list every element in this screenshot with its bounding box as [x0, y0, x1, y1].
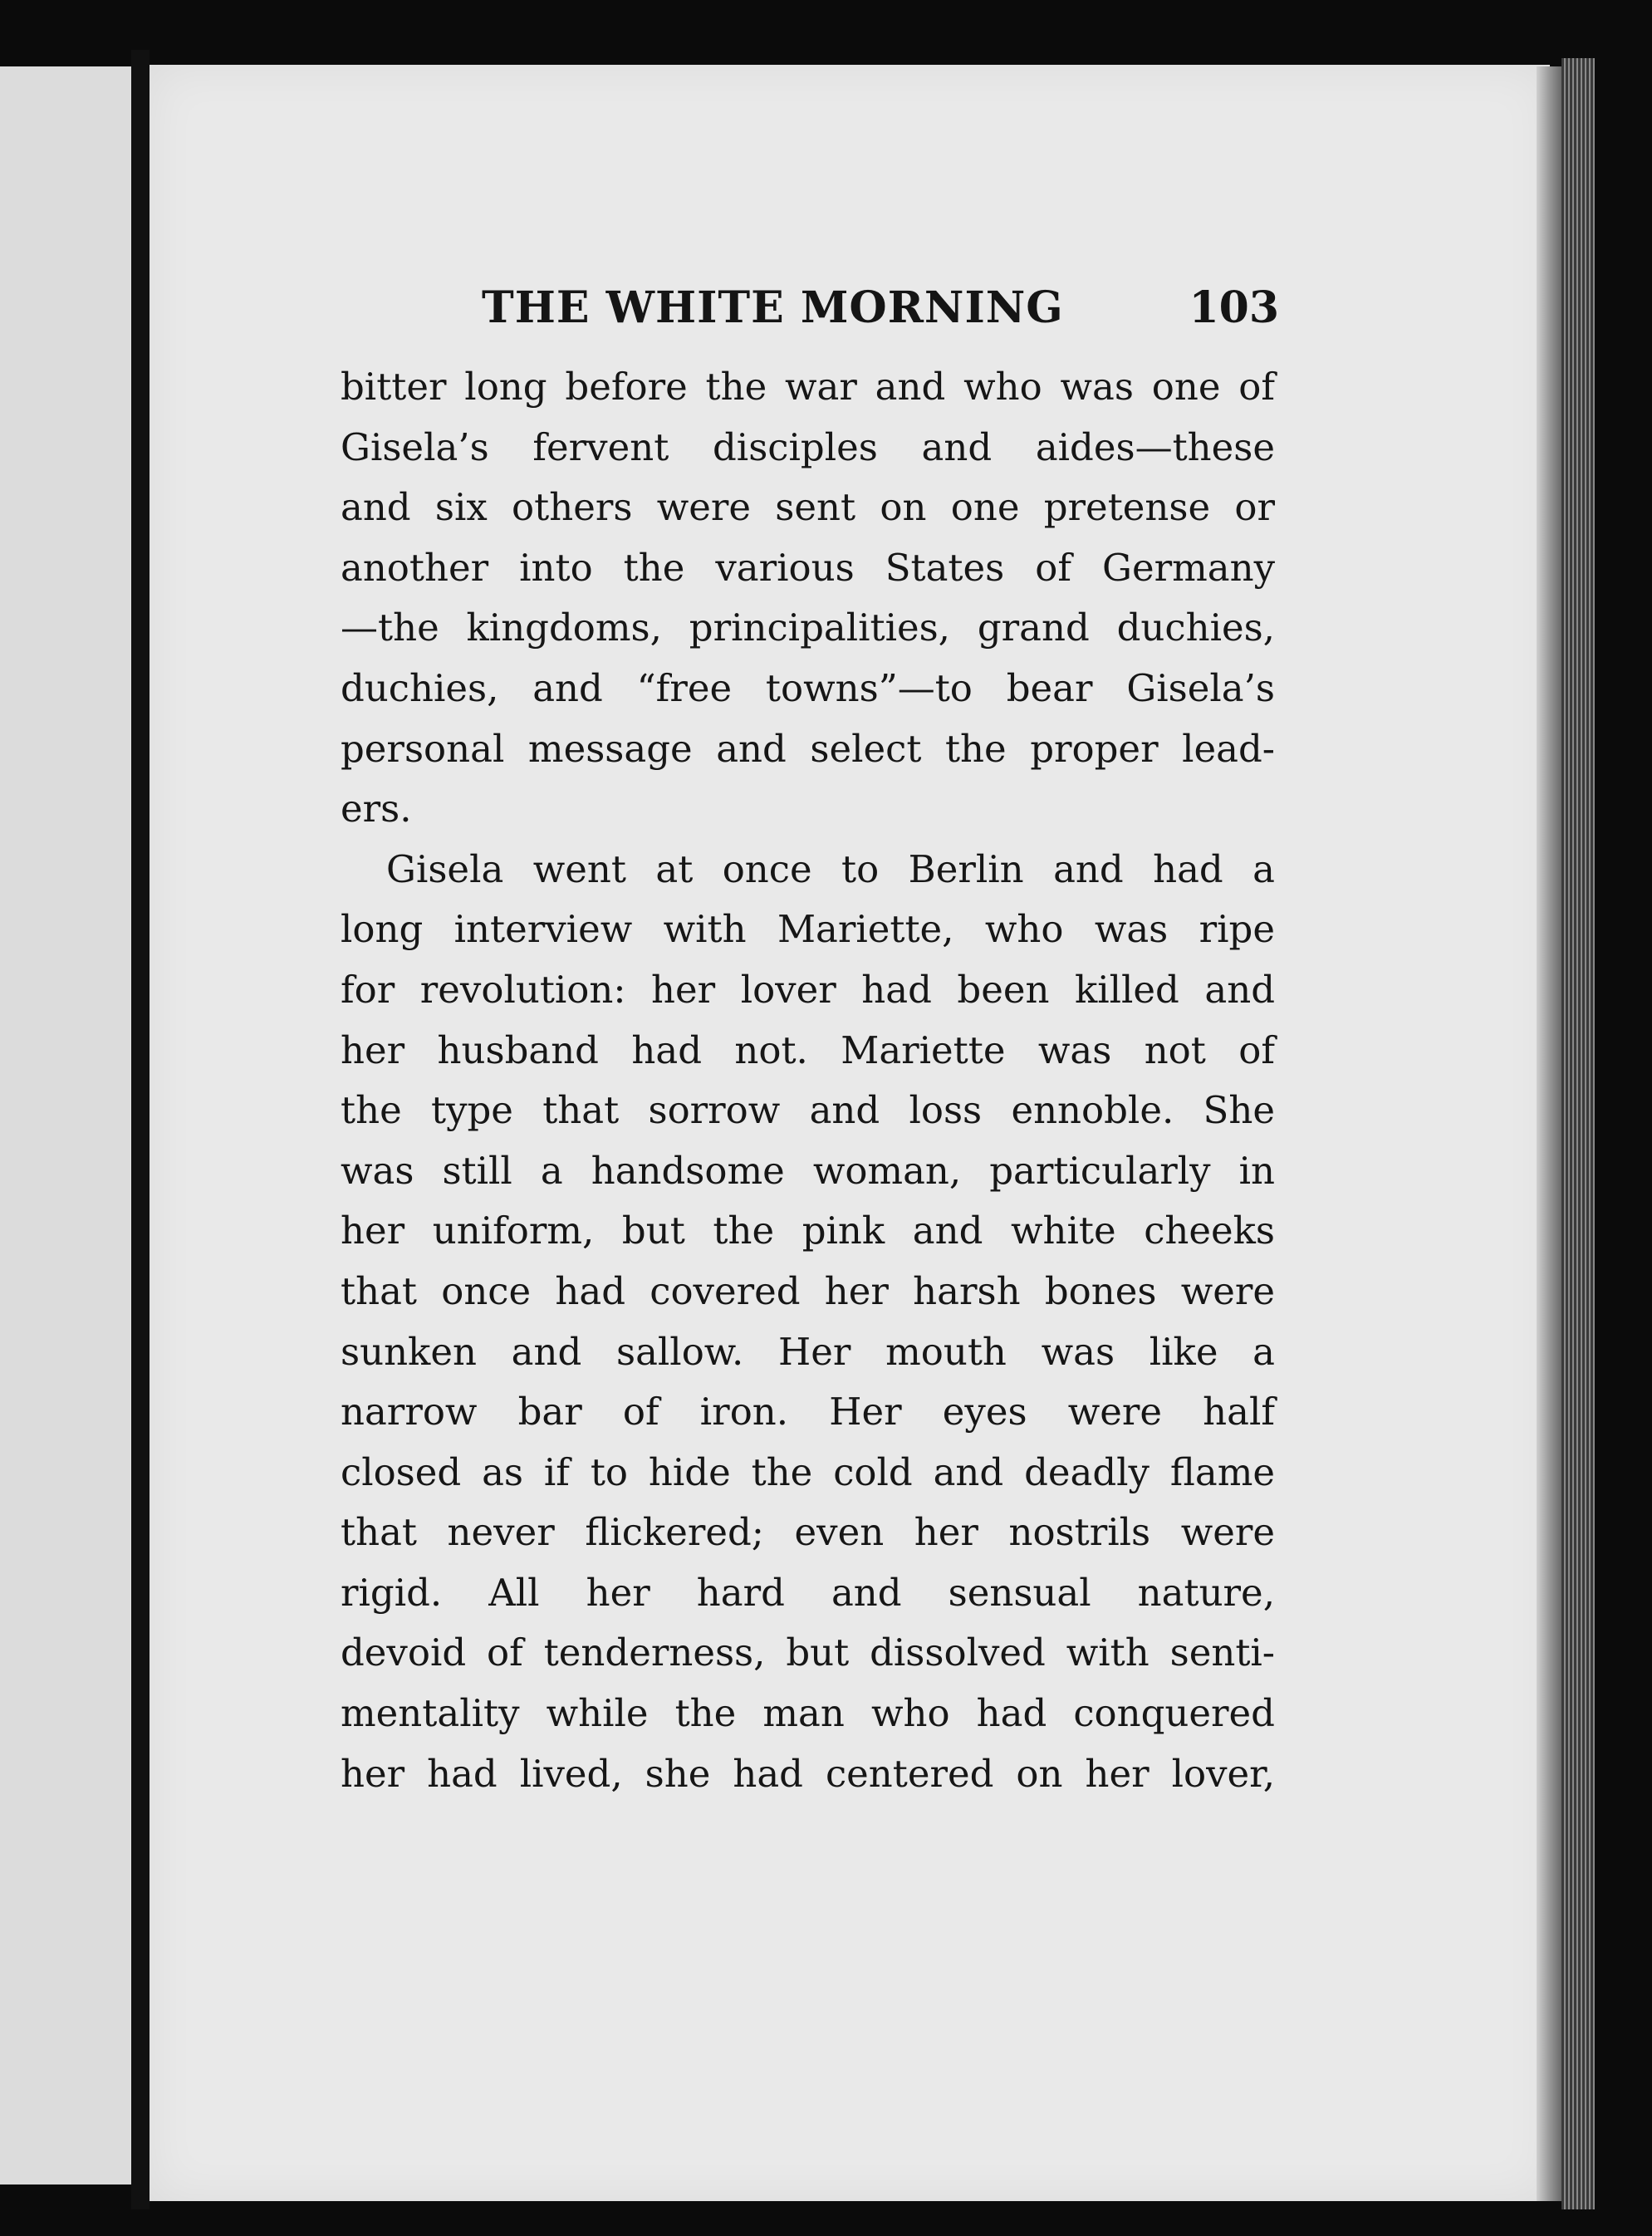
text-line: rigid. All her hard and sensual nature,: [341, 1570, 1275, 1615]
text-line: personal message and select the proper lead-: [341, 726, 1275, 771]
text-line: duchies, and “free towns”—to bear Gisela’s: [341, 665, 1275, 710]
text-line: her uniform, but the pink and white cheeks: [341, 1209, 1275, 1253]
text-line: long interview with Mariette, who was ripe: [341, 907, 1275, 952]
text-line: devoid of tenderness, but dissolved with senti-: [341, 1630, 1275, 1675]
page-edge-shadow: [1537, 66, 1561, 2201]
running-title: THE WHITE MORNING: [482, 282, 1064, 333]
text-line: mentality while the man who had conquered: [341, 1691, 1275, 1736]
facing-page-edge: [0, 66, 133, 2185]
text-line: ers.: [341, 787, 412, 831]
text-line: another into the various States of Germany: [341, 545, 1275, 590]
book-gutter: [131, 50, 150, 2209]
body-text: [341, 357, 1275, 1804]
page-stack-edge: [1561, 58, 1595, 2209]
running-header: [482, 272, 1279, 347]
text-line: was still a handsome woman, particularly in: [341, 1148, 1275, 1193]
text-line: the type that sorrow and loss ennoble. She: [341, 1088, 1275, 1133]
text-line: Gisela’s fervent disciples and aides—these: [341, 424, 1275, 469]
text-line: her had lived, she had centered on her lover,: [341, 1751, 1275, 1796]
text-line: for revolution: her lover had been killed and: [341, 967, 1275, 1012]
text-line: narrow bar of iron. Her eyes were half: [341, 1390, 1275, 1434]
text-line: sunken and sallow. Her mouth was like a: [341, 1329, 1275, 1374]
text-line: and six others were sent on one pretense or: [341, 485, 1275, 530]
text-line: her husband had not. Mariette was not of: [341, 1027, 1275, 1072]
text-line: that never flickered; even her nostrils were: [341, 1510, 1275, 1555]
text-line: closed as if to hide the cold and deadly flame: [341, 1449, 1275, 1494]
text-line: —the kingdoms, principalities, grand duchies,: [341, 606, 1275, 650]
page-number: 103: [1189, 282, 1279, 333]
text-line: Gisela went at once to Berlin and had a: [386, 846, 1275, 891]
text-line: bitter long before the war and who was one of: [341, 365, 1275, 409]
text-line: that once had covered her harsh bones were: [341, 1268, 1275, 1313]
